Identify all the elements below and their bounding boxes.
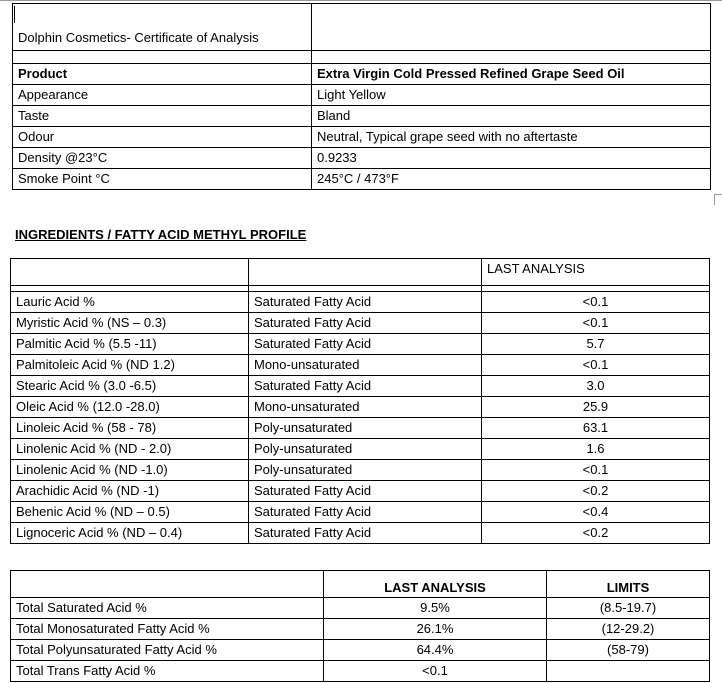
acid-name[interactable]: Lauric Acid % bbox=[11, 292, 249, 313]
property-value[interactable]: Bland bbox=[312, 106, 711, 127]
column-header-last-analysis[interactable]: LAST ANALYSIS bbox=[482, 259, 710, 286]
total-name[interactable]: Total Monosaturated Fatty Acid % bbox=[11, 619, 324, 640]
table-cell[interactable] bbox=[11, 259, 249, 286]
acid-type[interactable]: Saturated Fatty Acid bbox=[249, 481, 482, 502]
totals-table bbox=[10, 570, 710, 682]
product-label[interactable]: Product bbox=[13, 64, 312, 85]
acid-value[interactable]: 5.7 bbox=[482, 334, 710, 355]
table-row bbox=[11, 640, 710, 661]
product-table bbox=[12, 3, 711, 190]
column-header-limits[interactable]: LIMITS bbox=[547, 571, 710, 598]
acid-name[interactable]: Palmitic Acid % (5.5 -11) bbox=[11, 334, 249, 355]
page-top-edge bbox=[0, 0, 722, 1]
page-corner-mark bbox=[714, 194, 722, 205]
total-value[interactable]: 9.5% bbox=[324, 598, 547, 619]
acid-value[interactable]: <0.1 bbox=[482, 292, 710, 313]
table-row bbox=[11, 439, 710, 460]
table-cell[interactable] bbox=[312, 4, 711, 51]
property-label[interactable]: Taste bbox=[13, 106, 312, 127]
acid-name[interactable]: Stearic Acid % (3.0 -6.5) bbox=[11, 376, 249, 397]
property-label[interactable]: Density @23°C bbox=[13, 148, 312, 169]
table-row bbox=[13, 148, 711, 169]
table-cell[interactable] bbox=[11, 571, 324, 598]
table-row bbox=[13, 64, 711, 85]
acid-value[interactable]: 1.6 bbox=[482, 439, 710, 460]
table-cell[interactable] bbox=[312, 51, 711, 64]
acid-type[interactable]: Saturated Fatty Acid bbox=[249, 334, 482, 355]
acid-type[interactable]: Mono-unsaturated bbox=[249, 397, 482, 418]
acid-name[interactable]: Arachidic Acid % (ND -1) bbox=[11, 481, 249, 502]
acid-value[interactable]: 25.9 bbox=[482, 397, 710, 418]
acid-name[interactable]: Linoleic Acid % (58 - 78) bbox=[11, 418, 249, 439]
table-row bbox=[13, 4, 711, 51]
total-value[interactable]: <0.1 bbox=[324, 661, 547, 682]
acid-value[interactable]: <0.2 bbox=[482, 481, 710, 502]
table-cell[interactable] bbox=[13, 51, 312, 64]
property-value[interactable]: 0.9233 bbox=[312, 148, 711, 169]
property-value[interactable]: Neutral, Typical grape seed with no aftertaste bbox=[312, 127, 711, 148]
table-row bbox=[13, 127, 711, 148]
acid-type[interactable]: Saturated Fatty Acid bbox=[249, 292, 482, 313]
table-row bbox=[11, 418, 710, 439]
text-cursor bbox=[14, 6, 15, 23]
table-row bbox=[11, 376, 710, 397]
table-row bbox=[11, 334, 710, 355]
table-row bbox=[13, 85, 711, 106]
property-value[interactable]: Light Yellow bbox=[312, 85, 711, 106]
acid-name[interactable]: Oleic Acid % (12.0 -28.0) bbox=[11, 397, 249, 418]
total-value[interactable]: 64.4% bbox=[324, 640, 547, 661]
table-row bbox=[11, 355, 710, 376]
table-row bbox=[11, 313, 710, 334]
acid-name[interactable]: Linolenic Acid % (ND -1.0) bbox=[11, 460, 249, 481]
table-row bbox=[11, 619, 710, 640]
acid-value[interactable]: 3.0 bbox=[482, 376, 710, 397]
acid-type[interactable]: Saturated Fatty Acid bbox=[249, 313, 482, 334]
acid-name[interactable]: Myristic Acid % (NS – 0.3) bbox=[11, 313, 249, 334]
table-row bbox=[11, 259, 710, 286]
total-value[interactable]: 26.1% bbox=[324, 619, 547, 640]
certificate-title[interactable]: Dolphin Cosmetics- Certificate of Analysis bbox=[13, 4, 312, 51]
total-limit[interactable]: (58-79) bbox=[547, 640, 710, 661]
table-row bbox=[11, 598, 710, 619]
table-row bbox=[13, 106, 711, 127]
acid-value[interactable]: 63.1 bbox=[482, 418, 710, 439]
total-name[interactable]: Total Trans Fatty Acid % bbox=[11, 661, 324, 682]
total-limit[interactable]: (8.5-19.7) bbox=[547, 598, 710, 619]
acid-type[interactable]: Poly-unsaturated bbox=[249, 418, 482, 439]
table-row bbox=[11, 661, 710, 682]
acid-value[interactable]: <0.2 bbox=[482, 523, 710, 544]
ingredients-table bbox=[10, 258, 710, 544]
table-row bbox=[11, 292, 710, 313]
table-row bbox=[11, 502, 710, 523]
acid-type[interactable]: Mono-unsaturated bbox=[249, 355, 482, 376]
total-limit[interactable] bbox=[547, 661, 710, 682]
acid-name[interactable]: Palmitoleic Acid % (ND 1.2) bbox=[11, 355, 249, 376]
table-cell[interactable] bbox=[249, 259, 482, 286]
property-label[interactable]: Appearance bbox=[13, 85, 312, 106]
table-row bbox=[11, 523, 710, 544]
acid-name[interactable]: Lignoceric Acid % (ND – 0.4) bbox=[11, 523, 249, 544]
acid-type[interactable]: Saturated Fatty Acid bbox=[249, 502, 482, 523]
acid-value[interactable]: <0.4 bbox=[482, 502, 710, 523]
property-label[interactable]: Odour bbox=[13, 127, 312, 148]
acid-value[interactable]: <0.1 bbox=[482, 313, 710, 334]
table-row bbox=[11, 571, 710, 598]
table-row bbox=[11, 460, 710, 481]
acid-name[interactable]: Linolenic Acid % (ND - 2.0) bbox=[11, 439, 249, 460]
table-row bbox=[13, 51, 711, 64]
product-name[interactable]: Extra Virgin Cold Pressed Refined Grape Seed Oil bbox=[312, 64, 711, 85]
section-title: INGREDIENTS / FATTY ACID METHYL PROFILE bbox=[15, 227, 307, 242]
column-header-last-analysis[interactable]: LAST ANALYSIS bbox=[324, 571, 547, 598]
acid-type[interactable]: Poly-unsaturated bbox=[249, 439, 482, 460]
property-value[interactable]: 245°C / 473°F bbox=[312, 169, 711, 190]
total-name[interactable]: Total Polyunsaturated Fatty Acid % bbox=[11, 640, 324, 661]
table-row bbox=[13, 169, 711, 190]
acid-value[interactable]: <0.1 bbox=[482, 355, 710, 376]
acid-type[interactable]: Saturated Fatty Acid bbox=[249, 523, 482, 544]
acid-type[interactable]: Poly-unsaturated bbox=[249, 460, 482, 481]
table-row bbox=[11, 481, 710, 502]
table-row bbox=[11, 397, 710, 418]
total-name[interactable]: Total Saturated Acid % bbox=[11, 598, 324, 619]
acid-type[interactable]: Saturated Fatty Acid bbox=[249, 376, 482, 397]
acid-value[interactable]: <0.1 bbox=[482, 460, 710, 481]
total-limit[interactable]: (12-29.2) bbox=[547, 619, 710, 640]
property-label[interactable]: Smoke Point °C bbox=[13, 169, 312, 190]
acid-name[interactable]: Behenic Acid % (ND – 0.5) bbox=[11, 502, 249, 523]
